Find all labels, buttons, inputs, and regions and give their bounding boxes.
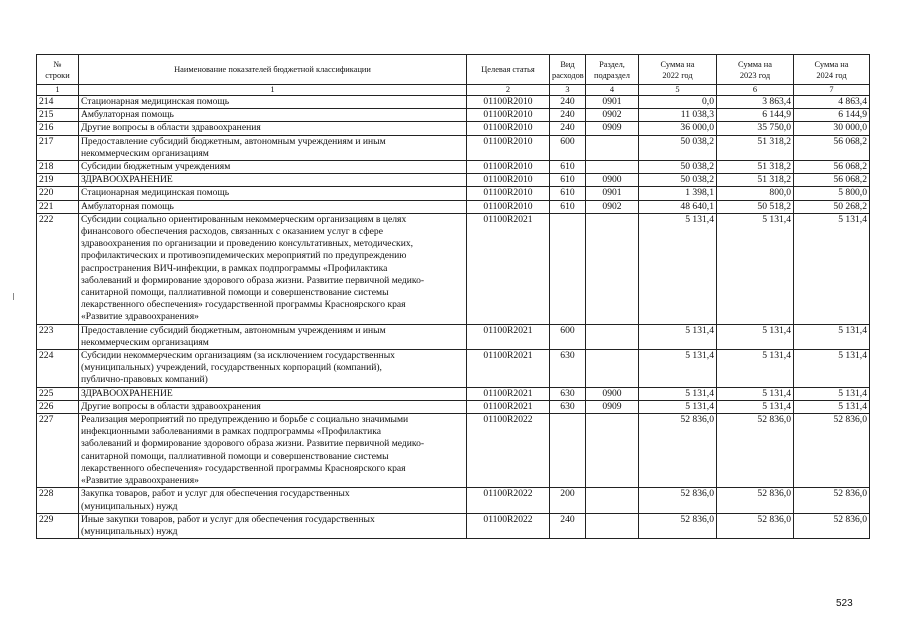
- row-name: Стационарная медицинская помощь: [79, 96, 467, 109]
- row-target-article: 01100R2010: [467, 187, 550, 200]
- row-sum-2022: 0,0: [639, 96, 717, 109]
- row-section: [586, 350, 639, 388]
- row-section: 0901: [586, 187, 639, 200]
- row-sum-2023: 3 863,4: [717, 96, 794, 109]
- table-row: [37, 488, 870, 513]
- row-sum-2024: 5 131,4: [794, 387, 870, 400]
- row-section: 0909: [586, 400, 639, 413]
- row-section: 0901: [586, 96, 639, 109]
- row-section: 0909: [586, 122, 639, 135]
- row-expense-type: 600: [550, 324, 586, 349]
- budget-table: [36, 54, 870, 539]
- header-expense-type: Вид расходов: [550, 55, 586, 85]
- table-row: [37, 174, 870, 187]
- row-name: Предоставление субсидий бюджетным, автономным учреждениям и иным некоммерческим организациям: [79, 324, 467, 349]
- row-section: [586, 414, 639, 488]
- row-name: Иные закупки товаров, работ и услуг для обеспечения государственных (муниципальных) нужд: [79, 513, 467, 538]
- table-row: [37, 400, 870, 413]
- header-indicator-name: Наименование показателей бюджетной классификации: [79, 55, 467, 85]
- row-number: 227: [37, 414, 79, 488]
- header-row-number: № строки: [37, 55, 79, 85]
- row-target-article: 01100R2010: [467, 200, 550, 213]
- row-sum-2023: 5 131,4: [717, 387, 794, 400]
- header-sum-2022: Сумма на 2022 год: [639, 55, 717, 85]
- row-name: ЗДРАВООХРАНЕНИЕ: [79, 387, 467, 400]
- row-section: 0902: [586, 109, 639, 122]
- row-expense-type: 610: [550, 174, 586, 187]
- row-sum-2022: 36 000,0: [639, 122, 717, 135]
- row-expense-type: [550, 414, 586, 488]
- row-expense-type: 600: [550, 135, 586, 160]
- row-sum-2022: 5 131,4: [639, 387, 717, 400]
- row-sum-2022: 52 836,0: [639, 414, 717, 488]
- row-number: 224: [37, 350, 79, 388]
- row-sum-2022: 50 038,2: [639, 135, 717, 160]
- row-sum-2022: 50 038,2: [639, 174, 717, 187]
- row-target-article: 01100R2010: [467, 122, 550, 135]
- column-index: 7: [794, 85, 870, 96]
- row-expense-type: [550, 213, 586, 324]
- table-row: [37, 135, 870, 160]
- row-sum-2022: 5 131,4: [639, 400, 717, 413]
- row-sum-2024: 5 800,0: [794, 187, 870, 200]
- row-name: Реализация мероприятий по предупреждению и борьбе с социально значимыми инфекционными заболеваниями в рамках подпрограммы «Профилактика заболеваний и формирование здорового образа жизни. Развитие первичной медико- санитарной помощи, паллиативной помощи и совершенствование системы лекарственного обеспечения» государственной программы Красноярского края «Развитие здравоохранения»: [79, 414, 467, 488]
- row-number: 217: [37, 135, 79, 160]
- row-target-article: 01100R2022: [467, 414, 550, 488]
- row-section: [586, 513, 639, 538]
- row-expense-type: 630: [550, 350, 586, 388]
- row-sum-2022: 1 398,1: [639, 187, 717, 200]
- row-sum-2022: 11 038,3: [639, 109, 717, 122]
- row-target-article: 01100R2021: [467, 213, 550, 324]
- row-sum-2023: 52 836,0: [717, 513, 794, 538]
- row-expense-type: 200: [550, 488, 586, 513]
- row-sum-2024: 4 863,4: [794, 96, 870, 109]
- row-name: Предоставление субсидий бюджетным, автономным учреждениям и иным некоммерческим организациям: [79, 135, 467, 160]
- column-index: 1: [37, 85, 79, 96]
- row-number: 216: [37, 122, 79, 135]
- row-sum-2023: 5 131,4: [717, 213, 794, 324]
- row-sum-2024: 6 144,9: [794, 109, 870, 122]
- row-expense-type: 240: [550, 96, 586, 109]
- row-sum-2022: 48 640,1: [639, 200, 717, 213]
- header-sum-2024: Сумма на 2024 год: [794, 55, 870, 85]
- row-expense-type: 240: [550, 109, 586, 122]
- row-sum-2022: 5 131,4: [639, 350, 717, 388]
- row-sum-2024: 52 836,0: [794, 414, 870, 488]
- row-number: 221: [37, 200, 79, 213]
- row-sum-2023: 52 836,0: [717, 414, 794, 488]
- row-sum-2022: 52 836,0: [639, 513, 717, 538]
- row-sum-2023: 800,0: [717, 187, 794, 200]
- row-section: 0900: [586, 174, 639, 187]
- row-sum-2024: 56 068,2: [794, 161, 870, 174]
- row-name: Стационарная медицинская помощь: [79, 187, 467, 200]
- table-row: [37, 161, 870, 174]
- row-target-article: 01100R2021: [467, 387, 550, 400]
- row-sum-2023: 51 318,2: [717, 161, 794, 174]
- row-target-article: 01100R2021: [467, 324, 550, 349]
- row-name: Субсидии некоммерческим организациям (за исключением государственных (муниципальных) учреждений, государственных корпораций (компаний), публично-правовых компаний): [79, 350, 467, 388]
- row-section: [586, 135, 639, 160]
- row-number: 226: [37, 400, 79, 413]
- row-name: ЗДРАВООХРАНЕНИЕ: [79, 174, 467, 187]
- row-number: 225: [37, 387, 79, 400]
- row-target-article: 01100R2022: [467, 513, 550, 538]
- row-name: Закупка товаров, работ и услуг для обеспечения государственных (муниципальных) нужд: [79, 488, 467, 513]
- column-index: 6: [717, 85, 794, 96]
- row-name: Другие вопросы в области здравоохранения: [79, 400, 467, 413]
- row-number: 220: [37, 187, 79, 200]
- column-index: 5: [639, 85, 717, 96]
- row-expense-type: 610: [550, 187, 586, 200]
- table-row: [37, 187, 870, 200]
- row-sum-2023: 5 131,4: [717, 350, 794, 388]
- row-name: Другие вопросы в области здравоохранения: [79, 122, 467, 135]
- row-sum-2024: 30 000,0: [794, 122, 870, 135]
- row-sum-2024: 50 268,2: [794, 200, 870, 213]
- row-number: 223: [37, 324, 79, 349]
- header-section: Раздел, подраздел: [586, 55, 639, 85]
- table-row: [37, 414, 870, 488]
- row-sum-2024: 52 836,0: [794, 513, 870, 538]
- row-sum-2023: 51 318,2: [717, 135, 794, 160]
- row-sum-2024: 5 131,4: [794, 400, 870, 413]
- row-sum-2024: 5 131,4: [794, 350, 870, 388]
- table-row: [37, 513, 870, 538]
- row-number: 215: [37, 109, 79, 122]
- row-number: 214: [37, 96, 79, 109]
- row-sum-2023: 5 131,4: [717, 400, 794, 413]
- row-name: Амбулаторная помощь: [79, 200, 467, 213]
- row-sum-2023: 51 318,2: [717, 174, 794, 187]
- row-target-article: 01100R2010: [467, 174, 550, 187]
- table-row: [37, 109, 870, 122]
- row-target-article: 01100R2010: [467, 96, 550, 109]
- row-sum-2024: 52 836,0: [794, 488, 870, 513]
- column-index-row: [37, 85, 870, 96]
- row-expense-type: 240: [550, 513, 586, 538]
- row-target-article: 01100R2010: [467, 135, 550, 160]
- row-expense-type: 610: [550, 161, 586, 174]
- row-section: [586, 161, 639, 174]
- row-expense-type: 610: [550, 200, 586, 213]
- table-body: [37, 96, 870, 539]
- row-name: Амбулаторная помощь: [79, 109, 467, 122]
- row-sum-2023: 6 144,9: [717, 109, 794, 122]
- table-row: [37, 350, 870, 388]
- row-sum-2023: 5 131,4: [717, 324, 794, 349]
- row-name: Субсидии социально ориентированным некоммерческим организациям в целях финансового обеспечения расходов, связанных с оказанием услуг в сфере здравоохранения по организации и проведению консультативных, методических, профилактических и противоэпидемических мероприятий по предупреждению распространения ВИЧ-инфекции, в рамках подпрограммы «Профилактика заболеваний и формирование здорового образа жизни. Развитие первичной медико- санитарной помощи, паллиативной помощи и совершенствование системы лекарственного обеспечения» государственной программы Красноярского края «Развитие здравоохранения»: [79, 213, 467, 324]
- row-target-article: 01100R2010: [467, 161, 550, 174]
- table-row: [37, 96, 870, 109]
- table-row: [37, 387, 870, 400]
- row-target-article: 01100R2022: [467, 488, 550, 513]
- column-index: 2: [467, 85, 550, 96]
- row-sum-2022: 52 836,0: [639, 488, 717, 513]
- row-expense-type: 240: [550, 122, 586, 135]
- row-number: 229: [37, 513, 79, 538]
- row-number: 219: [37, 174, 79, 187]
- row-number: 218: [37, 161, 79, 174]
- row-target-article: 01100R2021: [467, 350, 550, 388]
- header-row: [37, 55, 870, 85]
- row-expense-type: 630: [550, 387, 586, 400]
- row-section: 0900: [586, 387, 639, 400]
- row-target-article: 01100R2010: [467, 109, 550, 122]
- header-sum-2023: Сумма на 2023 год: [717, 55, 794, 85]
- row-name: Субсидии бюджетным учреждениям: [79, 161, 467, 174]
- row-sum-2023: 50 518,2: [717, 200, 794, 213]
- row-sum-2023: 52 836,0: [717, 488, 794, 513]
- header-target-article: Целевая статья: [467, 55, 550, 85]
- table-row: [37, 324, 870, 349]
- table-row: [37, 122, 870, 135]
- column-index: 1: [79, 85, 467, 96]
- row-sum-2022: 5 131,4: [639, 213, 717, 324]
- row-section: 0902: [586, 200, 639, 213]
- row-sum-2024: 56 068,2: [794, 174, 870, 187]
- column-index: 3: [550, 85, 586, 96]
- row-target-article: 01100R2021: [467, 400, 550, 413]
- row-expense-type: 630: [550, 400, 586, 413]
- row-number: 228: [37, 488, 79, 513]
- table-row: [37, 213, 870, 324]
- row-sum-2024: 56 068,2: [794, 135, 870, 160]
- margin-mark: [13, 293, 14, 300]
- row-sum-2022: 5 131,4: [639, 324, 717, 349]
- table-row: [37, 200, 870, 213]
- row-sum-2023: 35 750,0: [717, 122, 794, 135]
- row-sum-2024: 5 131,4: [794, 213, 870, 324]
- column-index: 4: [586, 85, 639, 96]
- row-section: [586, 213, 639, 324]
- row-section: [586, 324, 639, 349]
- row-sum-2022: 50 038,2: [639, 161, 717, 174]
- row-number: 222: [37, 213, 79, 324]
- page-number: 523: [836, 598, 853, 609]
- row-section: [586, 488, 639, 513]
- row-sum-2024: 5 131,4: [794, 324, 870, 349]
